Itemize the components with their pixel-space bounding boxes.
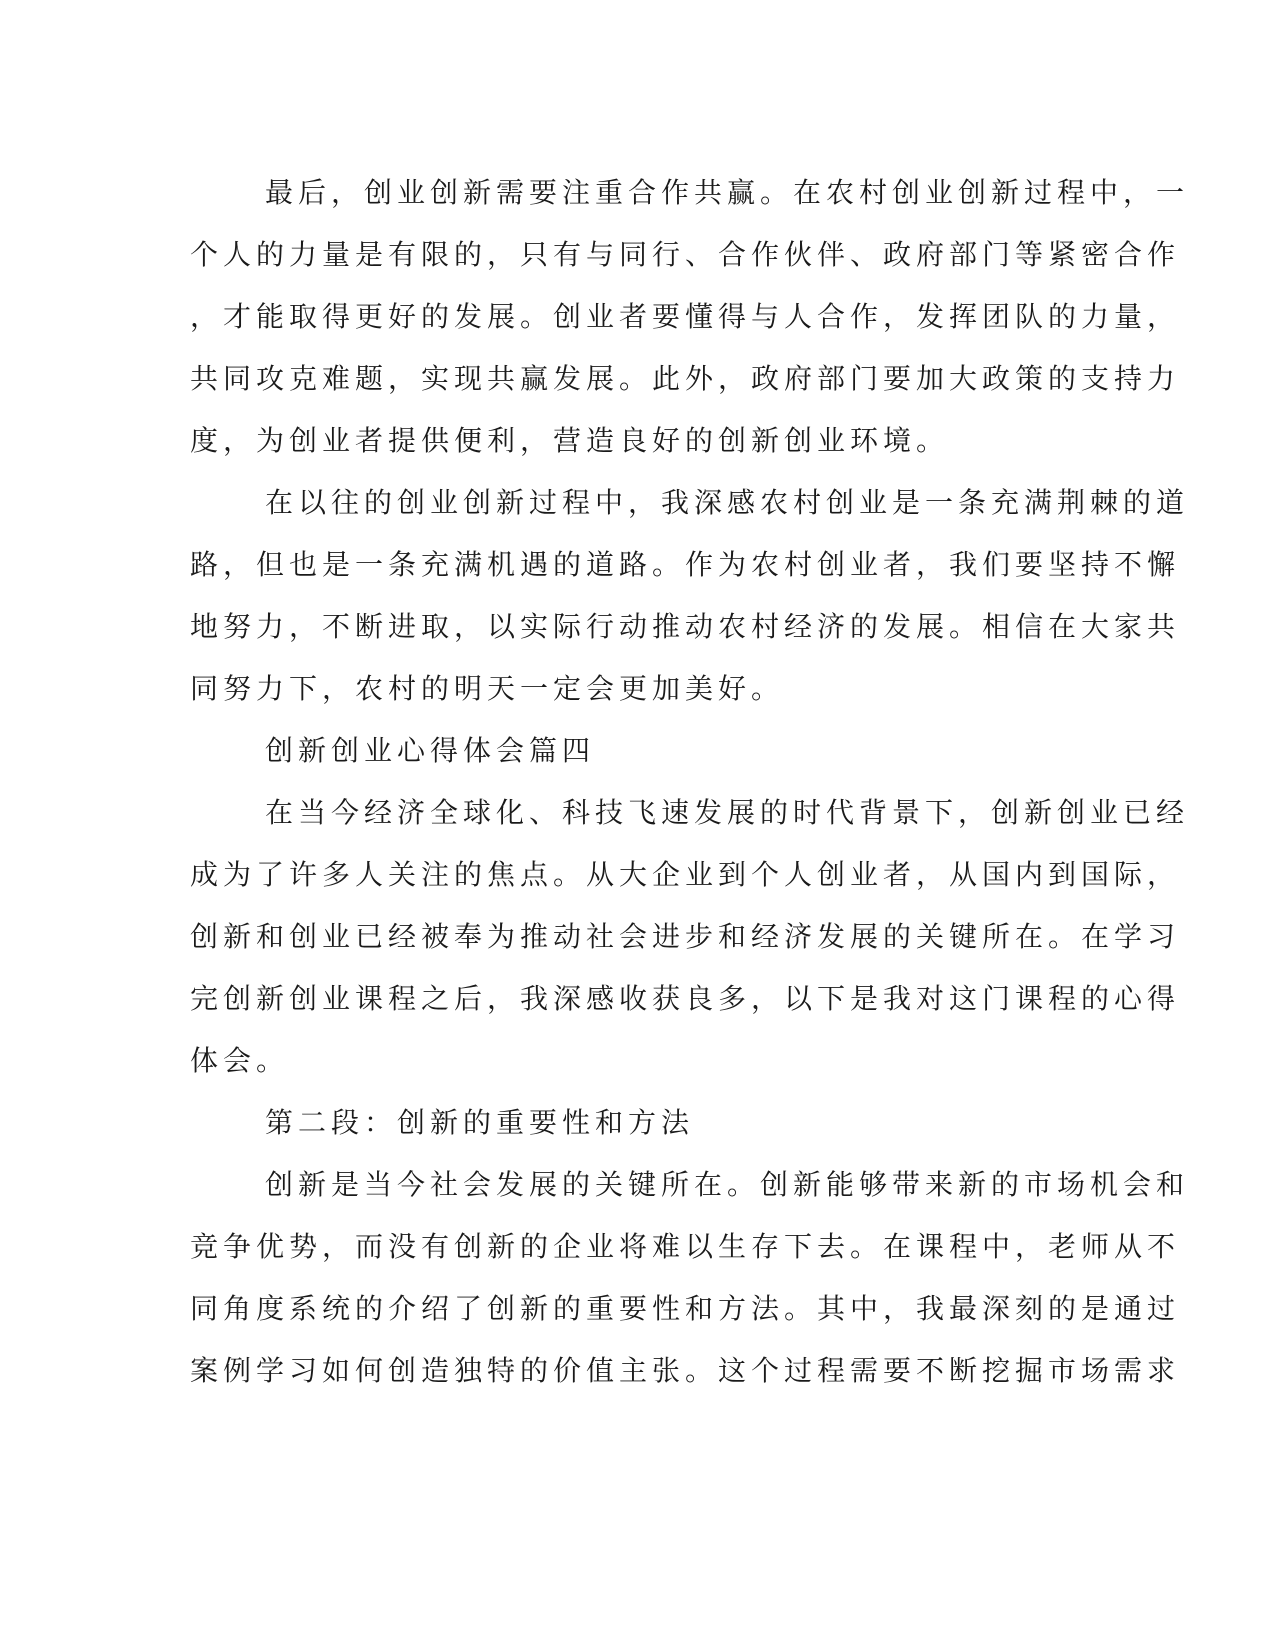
- text-line: 竞争优势，而没有创新的企业将难以生存下去。在课程中，老师从不: [190, 1230, 1181, 1263]
- text-line: 成为了许多人关注的焦点。从大企业到个人创业者，从国内到国际，: [190, 858, 1181, 891]
- document-body: [190, 162, 1190, 1402]
- text-line: 共同攻克难题，实现共赢发展。此外，政府部门要加大政策的支持力: [190, 362, 1181, 395]
- text-line: 同角度系统的介绍了创新的重要性和方法。其中，我最深刻的是通过: [190, 1292, 1181, 1325]
- text-line: ，才能取得更好的发展。创业者要懂得与人合作，发挥团队的力量，: [190, 300, 1181, 333]
- text-line: 体会。: [190, 1044, 290, 1077]
- text-line: 在当今经济全球化、科技飞速发展的时代背景下，创新创业已经: [265, 796, 1190, 829]
- text-line: 创新是当今社会发展的关键所在。创新能够带来新的市场机会和: [265, 1168, 1190, 1201]
- text-line: 同努力下，农村的明天一定会更加美好。: [190, 672, 785, 705]
- text-line: 案例学习如何创造独特的价值主张。这个过程需要不断挖掘市场需求: [190, 1354, 1181, 1387]
- text-line: 个人的力量是有限的，只有与同行、合作伙伴、政府部门等紧密合作: [190, 238, 1181, 271]
- text-line: 创新和创业已经被奉为推动社会进步和经济发展的关键所在。在学习: [190, 920, 1181, 953]
- text-line: 地努力，不断进取，以实际行动推动农村经济的发展。相信在大家共: [190, 610, 1181, 643]
- text-line: 路，但也是一条充满机遇的道路。作为农村创业者，我们要坚持不懈: [190, 548, 1181, 581]
- section-heading: 创新创业心得体会篇四: [265, 734, 596, 767]
- section-heading: 第二段：创新的重要性和方法: [265, 1106, 695, 1139]
- text-line: 在以往的创业创新过程中，我深感农村创业是一条充满荆棘的道: [265, 486, 1190, 519]
- text-line: 最后，创业创新需要注重合作共赢。在农村创业创新过程中，一: [265, 176, 1190, 209]
- text-line: 度，为创业者提供便利，营造良好的创新创业环境。: [190, 424, 950, 457]
- text-line: 完创新创业课程之后，我深感收获良多，以下是我对这门课程的心得: [190, 982, 1181, 1015]
